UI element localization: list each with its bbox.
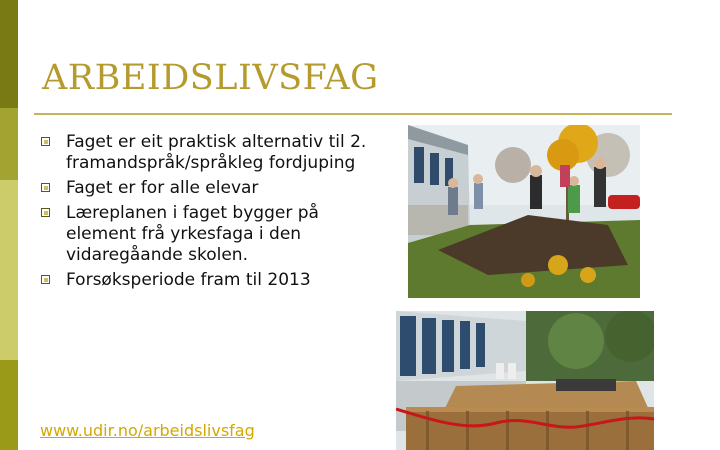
bullet-text: Læreplanen i faget bygger på element frå yrkesfaga i den vidaregåande skolen. <box>66 203 319 265</box>
side-bar-light <box>0 180 18 360</box>
bullet-item <box>40 270 370 291</box>
side-bar-bottom <box>0 360 18 450</box>
title-divider <box>34 113 672 115</box>
side-bar-mid <box>0 108 18 180</box>
bullet-square-icon <box>41 137 50 146</box>
bullet-square-icon <box>41 275 50 284</box>
bullet-item <box>40 203 370 266</box>
bullet-square-icon <box>41 208 50 217</box>
bullet-item <box>40 178 370 199</box>
slide-title: ARBEIDSLIVSFAG <box>42 58 379 98</box>
bullet-list <box>40 132 370 295</box>
photo-deck-with-ribbon <box>396 311 654 450</box>
bullet-text: Faget er for alle elevar <box>66 178 259 198</box>
photo-garden-work <box>408 125 640 298</box>
side-bar-dark <box>0 0 18 108</box>
udir-link[interactable]: www.udir.no/arbeidslivsfag <box>40 421 255 440</box>
photo-students-digging-garden <box>408 125 640 298</box>
bullet-square-icon <box>41 183 50 192</box>
photo-wooden-deck <box>396 311 654 450</box>
bullet-text: Forsøksperiode fram til 2013 <box>66 270 311 290</box>
bullet-item <box>40 132 370 174</box>
bullet-text: Faget er eit praktisk alternativ til 2. framandspråk/språkleg fordjuping <box>66 132 367 173</box>
